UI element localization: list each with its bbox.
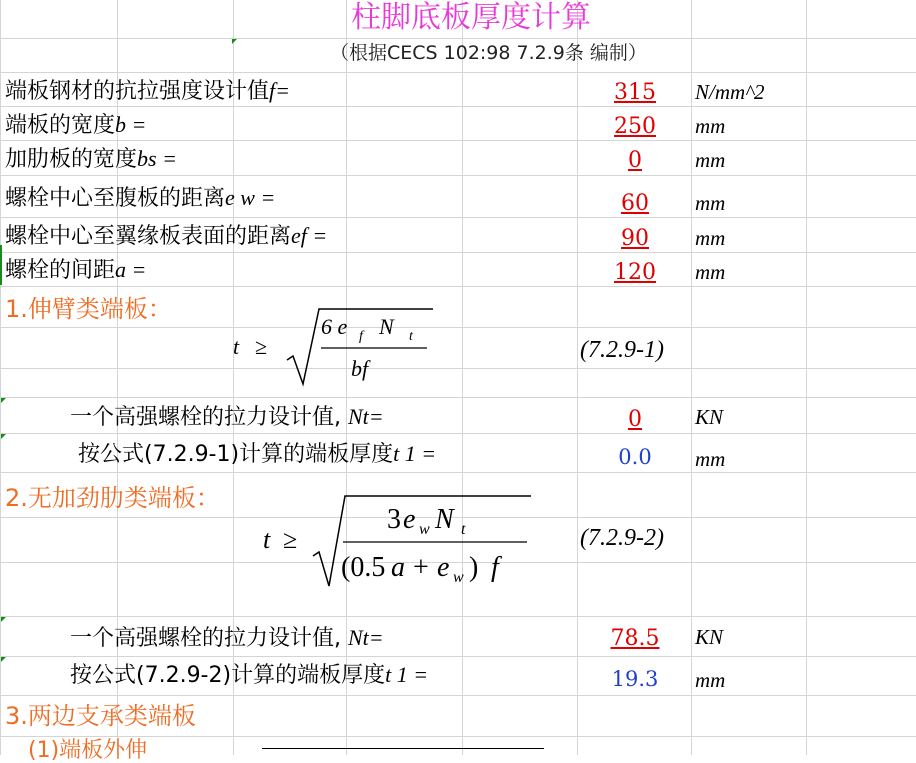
s2-nt-unit: KN bbox=[695, 625, 724, 649]
input-value-bs[interactable]: 0 bbox=[628, 148, 642, 173]
input-unit-ef: mm bbox=[695, 226, 726, 250]
row-line bbox=[0, 736, 916, 737]
input-label-b: 端板的宽度b = bbox=[5, 112, 147, 138]
input-value-b[interactable]: 250 bbox=[614, 114, 656, 139]
input-unit-b: mm bbox=[695, 114, 726, 138]
s2-t-unit: mm bbox=[695, 668, 726, 692]
s1-t-unit: mm bbox=[695, 447, 726, 471]
formula-ref-2: (7.2.9-2) bbox=[580, 525, 664, 551]
row-line bbox=[0, 252, 916, 253]
section1-heading: 1.伸臂类端板： bbox=[5, 295, 172, 323]
row-line bbox=[0, 695, 916, 696]
cell-marker-icon bbox=[1, 398, 6, 403]
page-title: 柱脚底板厚度计算 bbox=[351, 0, 591, 35]
cell-marker-icon bbox=[0, 245, 2, 285]
svg-text:w: w bbox=[453, 569, 464, 586]
svg-text:): ) bbox=[469, 552, 479, 583]
row-line bbox=[0, 286, 916, 287]
cell-marker-icon bbox=[1, 617, 6, 622]
row-line bbox=[0, 616, 916, 617]
s1-nt-unit: KN bbox=[695, 405, 724, 429]
row-line bbox=[0, 368, 916, 369]
svg-text:t: t bbox=[461, 521, 466, 538]
section3-heading: 3.两边支承类端板 bbox=[5, 702, 196, 730]
s1-t-value: 0.0 bbox=[618, 445, 652, 469]
row-line bbox=[0, 72, 916, 73]
svg-text:N: N bbox=[435, 504, 454, 535]
input-unit-a: mm bbox=[695, 260, 726, 284]
row-line bbox=[0, 327, 916, 328]
input-value-ew[interactable]: 60 bbox=[621, 191, 649, 216]
col-line bbox=[462, 0, 463, 755]
svg-text:6 e: 6 e bbox=[321, 314, 348, 339]
svg-text:t: t bbox=[409, 329, 413, 344]
row-line bbox=[0, 397, 916, 398]
col-line bbox=[577, 0, 578, 755]
page-subtitle: （根据CECS 102:98 7.2.9条 编制） bbox=[330, 42, 647, 64]
svg-text:e: e bbox=[403, 504, 416, 535]
svg-text:t: t bbox=[263, 525, 271, 554]
svg-text:3: 3 bbox=[387, 504, 401, 535]
col-line bbox=[691, 0, 692, 755]
input-unit-f: N/mm^2 bbox=[695, 80, 765, 104]
row-line bbox=[0, 217, 916, 218]
input-value-f[interactable]: 315 bbox=[614, 80, 656, 105]
svg-text:≥: ≥ bbox=[283, 525, 298, 554]
s2-nt-value[interactable]: 78.5 bbox=[610, 626, 660, 651]
svg-text:t: t bbox=[233, 334, 240, 359]
s2-t-label: 按公式(7.2.9-2)计算的端板厚度t 1 = bbox=[70, 662, 429, 688]
s1-nt-value[interactable]: 0 bbox=[628, 407, 642, 432]
svg-text:f: f bbox=[359, 329, 363, 344]
svg-text:(0.5: (0.5 bbox=[341, 552, 386, 583]
svg-text:f: f bbox=[491, 552, 499, 583]
row-line bbox=[0, 433, 916, 434]
formula-7-2-9-1 bbox=[225, 304, 435, 388]
section3-sub: (1)端板外伸 bbox=[28, 738, 148, 763]
formula-partial-line bbox=[262, 748, 544, 749]
cell-marker-icon bbox=[232, 39, 237, 44]
svg-text:N: N bbox=[379, 314, 394, 339]
s1-nt-label: 一个高强螺栓的拉力设计值, Nt= bbox=[70, 404, 384, 430]
s2-nt-label: 一个高强螺栓的拉力设计值, Nt= bbox=[70, 625, 384, 651]
row-line bbox=[0, 106, 916, 107]
input-label-ew: 螺栓中心至腹板的距离e w = bbox=[5, 185, 276, 211]
input-unit-ew: mm bbox=[695, 191, 726, 215]
cell-marker-icon bbox=[1, 434, 6, 439]
input-label-bs: 加肋板的宽度bs = bbox=[5, 146, 177, 172]
input-label-f: 端板钢材的抗拉强度设计值f= bbox=[5, 78, 290, 104]
input-unit-bs: mm bbox=[695, 148, 726, 172]
input-value-a[interactable]: 120 bbox=[614, 260, 656, 285]
row-line bbox=[0, 140, 916, 141]
section2-heading: 2.无加劲肋类端板： bbox=[5, 484, 220, 512]
svg-text:a: a bbox=[391, 552, 405, 583]
input-label-ef: 螺栓中心至翼缘板表面的距离ef = bbox=[5, 223, 328, 249]
row-line bbox=[0, 656, 916, 657]
svg-text:≥: ≥ bbox=[255, 334, 268, 359]
row-line bbox=[0, 38, 916, 39]
input-value-ef[interactable]: 90 bbox=[621, 226, 649, 251]
row-line bbox=[0, 472, 916, 473]
svg-text:w: w bbox=[419, 521, 430, 538]
row-line bbox=[0, 175, 916, 176]
col-line bbox=[0, 0, 1, 755]
input-label-a: 螺栓的间距a = bbox=[5, 257, 147, 283]
svg-text:e: e bbox=[437, 552, 450, 583]
svg-text:+: + bbox=[413, 552, 429, 583]
svg-text:bf: bf bbox=[351, 356, 369, 381]
col-line bbox=[806, 0, 807, 755]
cell-marker-icon bbox=[1, 657, 6, 662]
formula-7-2-9-2 bbox=[255, 492, 535, 590]
s1-t-label: 按公式(7.2.9-1)计算的端板厚度t 1 = bbox=[78, 441, 437, 467]
s2-t-value: 19.3 bbox=[611, 667, 659, 691]
formula-ref-1: (7.2.9-1) bbox=[580, 337, 664, 363]
